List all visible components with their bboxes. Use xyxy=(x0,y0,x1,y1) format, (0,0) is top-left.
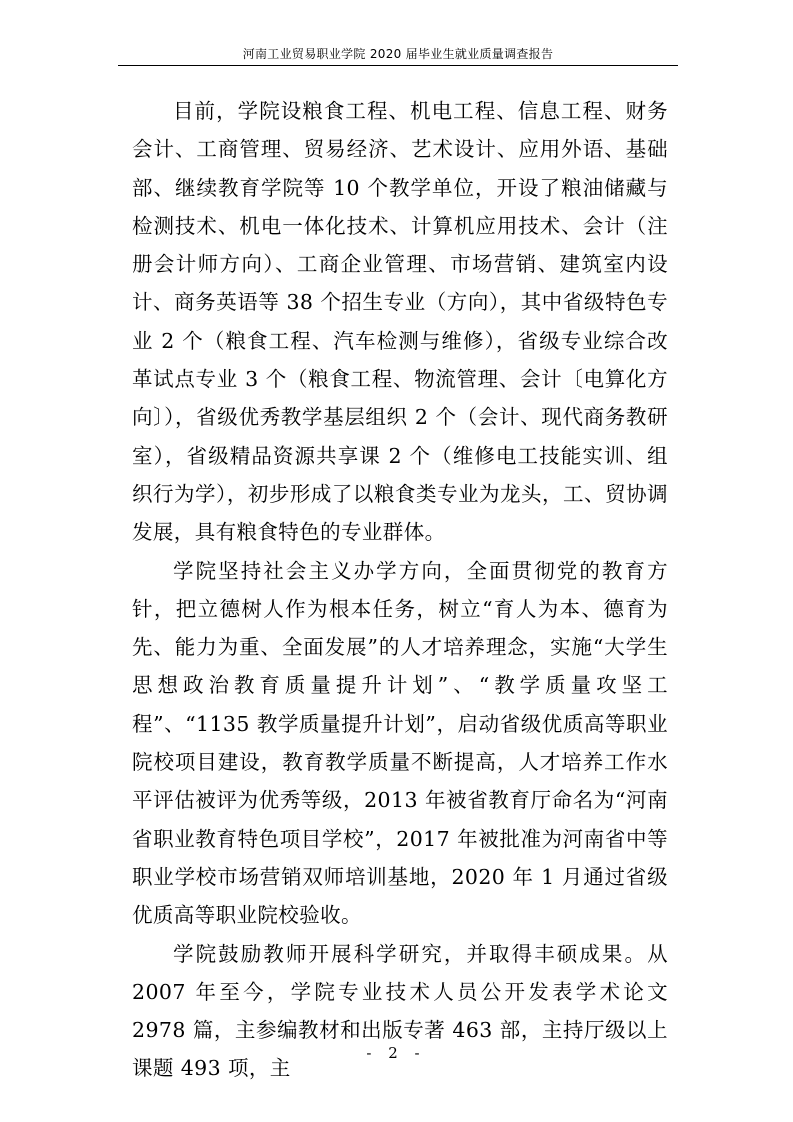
paragraph-education-policy: 学院坚持社会主义办学方向，全面贯彻党的教育方针，把立德树人作为根本任务，树立“育人为本、德育为先、能力为重、全面发展”的人才培养理念，实施“大学生思想政治教育质量提升计划”、“教学质量攻坚工程”、“1135 教学质量提升计划”，启动省级优质高等职业院校项目建设，教育教学质量不断提高，人才培养工作水平评估被评为优秀等级，2013 年被省教育厅命名为“河南省职业教育特色项目学校”，2017 年被批准为河南省中等职业学校市场营销双师培训基地，2020 年 1 月通过省级优质高等职业院校验收。 xyxy=(132,558,668,928)
page-number: - 2 - xyxy=(366,1044,426,1062)
paragraph-departments: 目前，学院设粮食工程、机电工程、信息工程、财务会计、工商管理、贸易经济、艺术设计、应用外语、基础部、继续教育学院等 10 个教学单位，开设了粮油储藏与检测技术、机电一体化技术、计算机应用技术、会计（注册会计师方向）、工商企业管理、市场营销、建筑室内设计、商务英语等 38 个招生专业（方向），其中省级特色专业 2 个（粮食工程、汽车检测与维修），省级专业综合改革试点专业 3 个（粮食工程、物流管理、会计〔电算化方向〕），省级优秀教学基层组织 2 个（会计、现代商务教研室），省级精品资源共享课 2 个（维修电工技能实训、组织行为学），初步形成了以粮食类专业为龙头，工、贸协调发展，具有粮食特色的专业群体。 xyxy=(132,99,668,545)
header-divider xyxy=(118,65,678,66)
paragraph-research: 学院鼓励教师开展科学研究，并取得丰硕成果。从 2007 年至今，学院专业技术人员公开发表学术论文 2978 篇，主参编教材和出版专著 463 部，主持厅级以上课题 493 项，主 xyxy=(132,941,668,1081)
body-text xyxy=(132,92,668,1088)
running-header: 河南工业贸易职业学院 2020 届毕业生就业质量调查报告 xyxy=(242,47,554,61)
